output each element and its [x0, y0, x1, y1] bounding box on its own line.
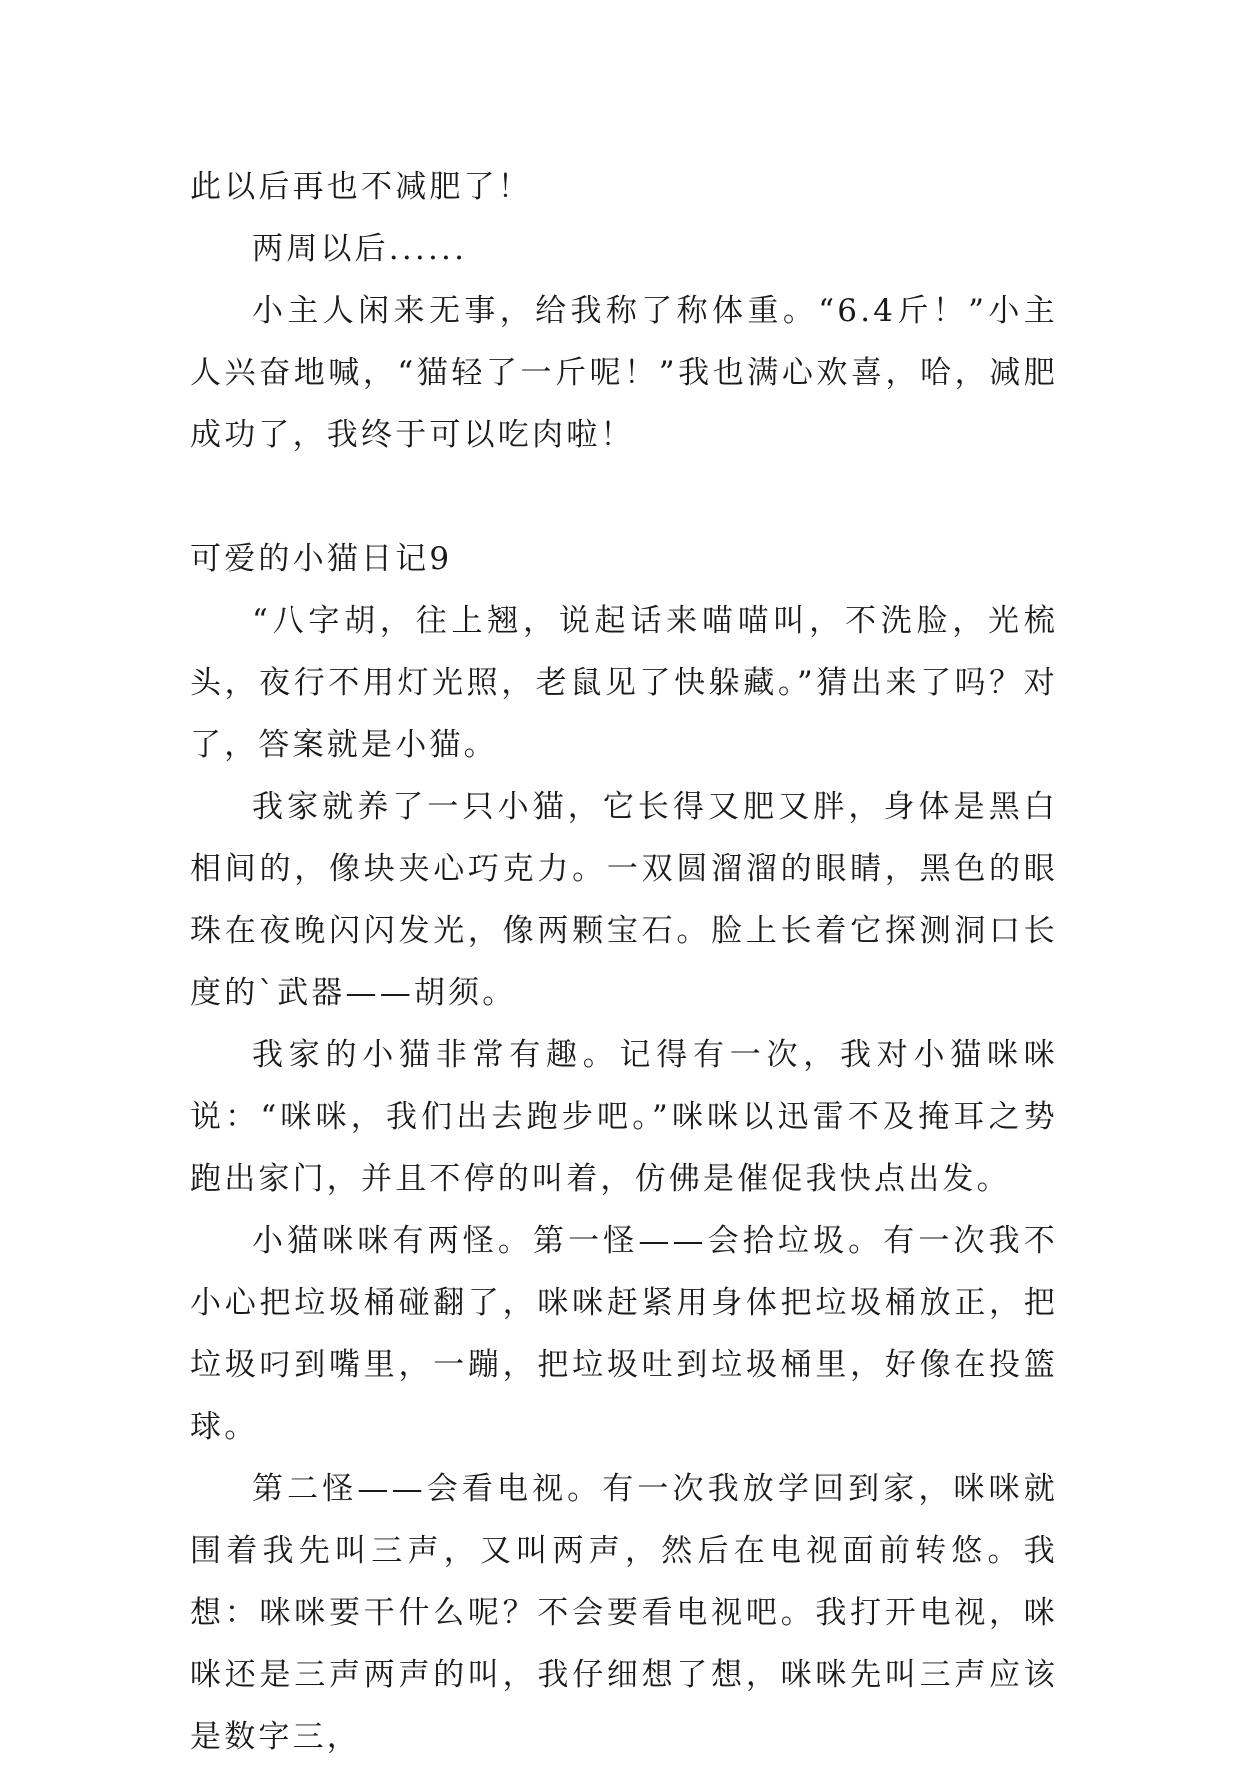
paragraph: 小主人闲来无事，给我称了称体重。“6.4斤！”小主人兴奋地喊，“猫轻了一斤呢！”我也满心欢喜，哈，减肥成功了，我终于可以吃肉啦！: [190, 293, 1058, 453]
paragraph: “八字胡，往上翘，说起话来喵喵叫，不洗脸，光梳头，夜行不用灯光照，老鼠见了快躲藏。”猜出来了吗？对了，答案就是小猫。: [190, 603, 1058, 763]
paragraph: 此以后再也不减肥了！: [190, 169, 532, 205]
section-title: 可爱的小猫日记9: [190, 541, 453, 577]
paragraph: 我家就养了一只小猫，它长得又肥又胖，身体是黑白相间的，像块夹心巧克力。一双圆溜溜的眼睛，黑色的眼珠在夜晚闪闪发光，像两颗宝石。脸上长着它探测洞口长度的`武器——胡须。: [190, 789, 1058, 1011]
paragraph: 我家的小猫非常有趣。记得有一次，我对小猫咪咪说：“咪咪，我们出去跑步吧。”咪咪以迅雷不及掩耳之势跑出家门，并且不停的叫着，仿佛是催促我快点出发。: [190, 1037, 1058, 1197]
paragraph: 两周以后......: [252, 231, 468, 267]
paragraph: 第二怪——会看电视。有一次我放学回到家，咪咪就围着我先叫三声，又叫两声，然后在电视面前转悠。我想：咪咪要干什么呢？不会要看电视吧。我打开电视，咪咪还是三声两声的叫，我仔细想了想，咪咪先叫三声应该是数字三，: [190, 1471, 1058, 1755]
paragraph: 小猫咪咪有两怪。第一怪——会拾垃圾。有一次我不小心把垃圾桶碰翻了，咪咪赶紧用身体把垃圾桶放正，把垃圾叼到嘴里，一蹦，把垃圾吐到垃圾桶里，好像在投篮球。: [190, 1223, 1058, 1445]
document-body: [190, 156, 1058, 1768]
